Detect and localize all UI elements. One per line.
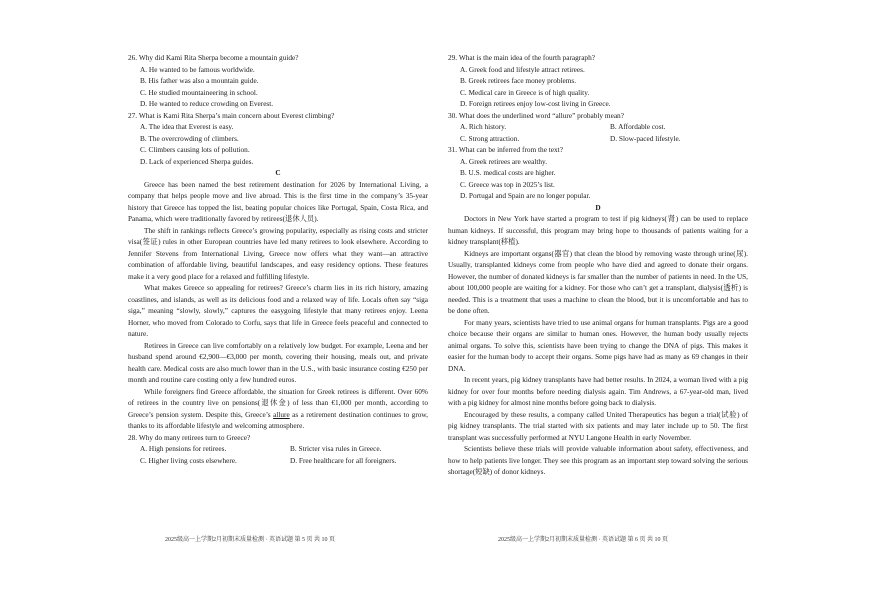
- passage-c-paragraph-5: [128, 386, 428, 432]
- q28-stem: 28. Why do many retirees turn to Greece?: [128, 432, 251, 442]
- q28-option-d: D. Free healthcare for all foreigners.: [290, 455, 397, 465]
- passage-d-paragraph-2: Kidneys are important organs(器官) that clean the blood by removing waste through urine(尿). Usually, transplanted kidneys come from people who have died and agreed to donate their organs. However, the number of donated kidneys is far smaller than the number of patients in need. In the US, about 100,000 people are waiting for a kidney. For those who can’t get a transplant, dialysis(透析) is needed. This is a treatment that uses a machine to clean the blood, but it is uncomfortable and has to be done often.: [448, 248, 748, 315]
- q28-option-a: A. High pensions for retirees.: [140, 444, 227, 453]
- passage-c-paragraph-3: What makes Greece so appealing for retirees? Greece’s charm lies in its rich history, amazing coastlines, and islands, as well as its delicious food and a relaxed way of life. Locals often say “siga siga,” meaning “slowly, slowly,” captures the easygoing lifestyle that many retirees enjoy. Leena Horner, who moved from Colorado to Corfu, says that life in Greece feels peaceful and connected to nature.: [128, 283, 428, 338]
- q30-option-d: D. Slow-paced lifestyle.: [610, 133, 681, 143]
- passage-c-paragraph-2: The shift in rankings reflects Greece’s growing popularity, especially as rising costs and stricter visa(签证) rules in other European countries have led many retirees to look elsewhere. According to Jennifer Stevens from International Living, Greece now offers what they want—an attractive combination of affordable living, beautiful landscapes, and easy residency options. These features make it a very good place for a relaxed and fulfilling lifestyle.: [128, 225, 428, 281]
- q29-option-d: D. Foreign retirees enjoy low-cost living in Greece.: [460, 99, 611, 108]
- q30-option-a: A. Rich history.: [460, 122, 507, 131]
- q30-options-row-2: [448, 133, 748, 145]
- passage-d-paragraph-3: For many years, scientists have tried to use animal organs for human transplants. Pigs are a good choice because their organs are similar to human ones. However, the human body usually rejects animal organs. To solve this, scientists have been trying to change the DNA of pigs. This makes it easier for the human body to accept their organs. Some pigs have had as many as 69 changes in their DNA.: [448, 317, 748, 373]
- q27-option-d: D. Lack of experienced Sherpa guides.: [140, 156, 254, 166]
- section-c-heading: C: [275, 168, 281, 177]
- q30-stem: 30. What does the underlined word “allure” probably mean?: [448, 110, 624, 120]
- q30-option-c: C. Strong attraction.: [460, 133, 520, 143]
- passage-d-paragraph-4: In recent years, pig kidney transplants have had better results. In 2024, a woman lived with a pig kidney for over four months before needing dialysis again. Tim Andrews, a 67-year-old man, lived with a pig kidney for almost nine months before going back to dialysis.: [448, 375, 748, 407]
- q27-option-a: A. The idea that Everest is easy.: [140, 122, 234, 131]
- right-page-footer: 2025级高一上学期2月初期末质量检测 · 英语试题 第 6 页 共 10 页: [498, 537, 668, 543]
- q28-options-row-2: [128, 455, 428, 467]
- q29-stem: 29. What is the main idea of the fourth paragraph?: [448, 53, 595, 62]
- passage-c-paragraph-4: Retirees in Greece can live comfortably on a relatively low budget. For example, Leena and her husband spend around €2,900—€3,000 per month, covering their housing, meals out, and private health care. Medical costs are also much lower than in the U.S., with basic insurance costing €250 per month and routine care costing only a few hundred euros.: [128, 340, 428, 384]
- q30-options-row-1: [448, 121, 748, 133]
- q28-option-c: C. Higher living costs elsewhere.: [140, 455, 237, 465]
- left-page-footer: 2025级高一上学期2月初期末质量检测 · 英语试题 第 5 页 共 10 页: [165, 537, 335, 543]
- q30-option-b: B. Affordable cost.: [610, 122, 666, 131]
- q26-option-d: D. He wanted to reduce crowding on Everest.: [140, 99, 274, 108]
- passage-d-paragraph-1: Doctors in New York have started a program to test if pig kidneys(肾) can be used to replace human kidneys. If successful, this program may bring hope to thousands of patients waiting for a kidney transplant(移植).: [448, 214, 748, 246]
- paragraph-5-text-after: as a retirement destination continues to grow, thanks to its affordable lifestyle and welcoming atmosphere.: [128, 409, 429, 430]
- q29-option-c: C. Medical care in Greece is of high quality.: [460, 87, 590, 97]
- underlined-word-allure: allure: [273, 409, 290, 419]
- q27-option-b: B. The overcrowding of climbers.: [140, 133, 239, 143]
- passage-d-paragraph-6: Scientists believe these trials will provide valuable information about safety, effectiveness, and how to help patients live longer. They see this program as an important step toward solving the serious shortage(短缺) of donor kidneys.: [448, 444, 748, 476]
- q31-option-c: C. Greece was top in 2025’s list.: [460, 179, 555, 189]
- q31-option-a: A. Greek retirees are wealthy.: [460, 156, 548, 166]
- q29-option-a: A. Greek food and lifestyle attract retirees.: [460, 64, 585, 74]
- passage-c-paragraph-1: Greece has been named the best retirement destination for 2026 by International Living, a company that helps people move and live abroad. This is the first time in the company’s 35-year history that Greece has topped the list, beating popular choices like Portugal, Spain, Costa Rica, and Panama, which were traditionally favored by retirees(退休人员).: [128, 179, 428, 223]
- q28-options-row-1: [128, 443, 428, 455]
- paragraph-5-text-before: While foreigners find Greece affordable, the situation for Greek retirees is different. Over 60% of retirees in the country live on pensions(退休金) of less than €1,000 per month, according to Greece’s pension system. Despite this, Greece’s: [128, 386, 428, 419]
- passage-d-paragraph-5: Encouraged by these results, a company called United Therapeutics has begun a trial(试验) of pig kidney transplants. The trial started with six patients and may later include up to 50. The first transplant was successfully performed at NYU Langone Health in early November.: [448, 409, 748, 442]
- q31-option-b: B. U.S. medical costs are higher.: [460, 168, 556, 177]
- q26-stem: 26. Why did Kami Rita Sherpa become a mountain guide?: [128, 53, 299, 62]
- q28-option-b: B. Stricter visa rules in Greece.: [290, 444, 382, 453]
- q31-option-d: D. Portugal and Spain are no longer popular.: [460, 191, 591, 200]
- left-page: [128, 52, 428, 466]
- q26-option-c: C. He studied mountaineering in school.: [140, 87, 258, 97]
- q27-option-c: C. Climbers causing lots of pollution.: [140, 145, 250, 154]
- q31-stem: 31. What can be inferred from the text?: [448, 145, 563, 154]
- q29-option-b: B. Greek retirees face money problems.: [460, 76, 577, 85]
- q26-option-b: B. His father was also a mountain guide.: [140, 76, 259, 85]
- q26-option-a: A. He wanted to be famous worldwide.: [140, 64, 255, 74]
- q27-stem: 27. What is Kami Rita Sherpa’s main concern about Everest climbing?: [128, 110, 335, 120]
- right-page: [448, 52, 748, 478]
- section-d-heading: D: [595, 202, 601, 212]
